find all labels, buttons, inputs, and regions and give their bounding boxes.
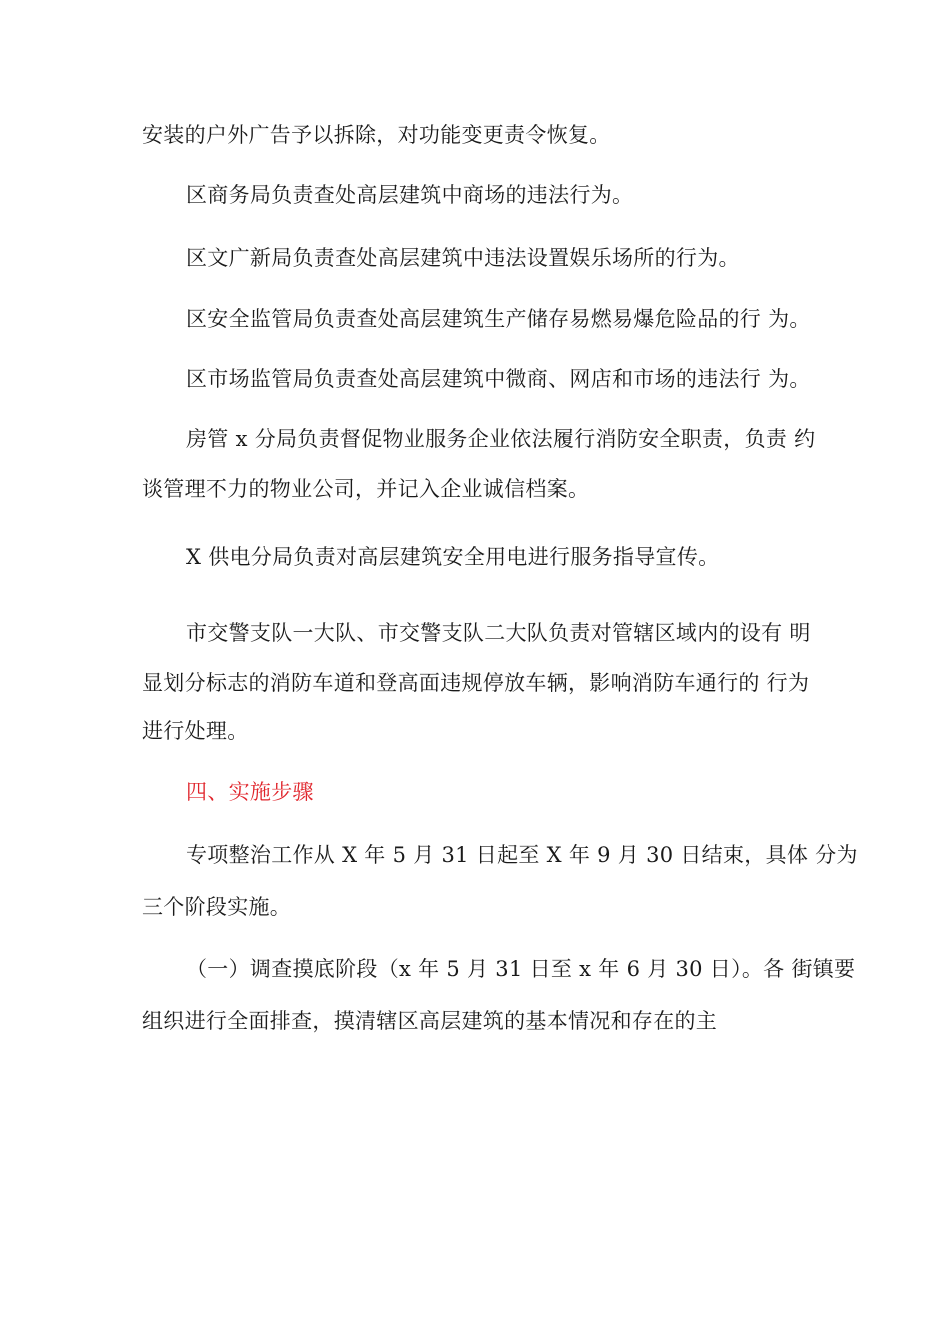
paragraph-line: 安装的户外广告予以拆除，对功能变更责令恢复。 (142, 123, 611, 147)
paragraph-line: 区安全监管局负责查处高层建筑生产储存易燃易爆危险品的行 为。 (186, 307, 811, 331)
paragraph-line: 房管 x 分局负责督促物业服务企业依法履行消防安全职责，负责 约 (186, 427, 816, 451)
paragraph-line: X 供电分局负责对高层建筑安全用电进行服务指导宣传。 (186, 545, 720, 569)
paragraph-line: 谈管理不力的物业公司，并记入企业诚信档案。 (142, 477, 590, 501)
paragraph-line: 进行处理。 (142, 719, 249, 743)
paragraph-line: 区商务局负责查处高层建筑中商场的违法行为。 (186, 183, 634, 207)
paragraph-line: 三个阶段实施。 (142, 895, 292, 919)
section-heading: 四、实施步骤 (186, 780, 314, 804)
paragraph-line: 显划分标志的消防车道和登高面违规停放车辆，影响消防车通行的 行为 (142, 671, 810, 695)
paragraph-line: 区市场监管局负责查处高层建筑中微商、网店和市场的违法行 为。 (186, 367, 811, 391)
paragraph-line: （一）调查摸底阶段（x 年 5 月 31 日至 x 年 6 月 30 日）。各 街镇要 (186, 957, 856, 981)
paragraph-line: 区文广新局负责查处高层建筑中违法设置娱乐场所的行为。 (186, 246, 740, 270)
paragraph-line: 组织进行全面排查，摸清辖区高层建筑的基本情况和存在的主 (142, 1009, 718, 1033)
paragraph-line: 专项整治工作从 X 年 5 月 31 日起至 X 年 9 月 30 日结束，具体 分为 (186, 843, 858, 867)
paragraph-line: 市交警支队一大队、市交警支队二大队负责对管辖区域内的设有 明 (186, 621, 811, 645)
